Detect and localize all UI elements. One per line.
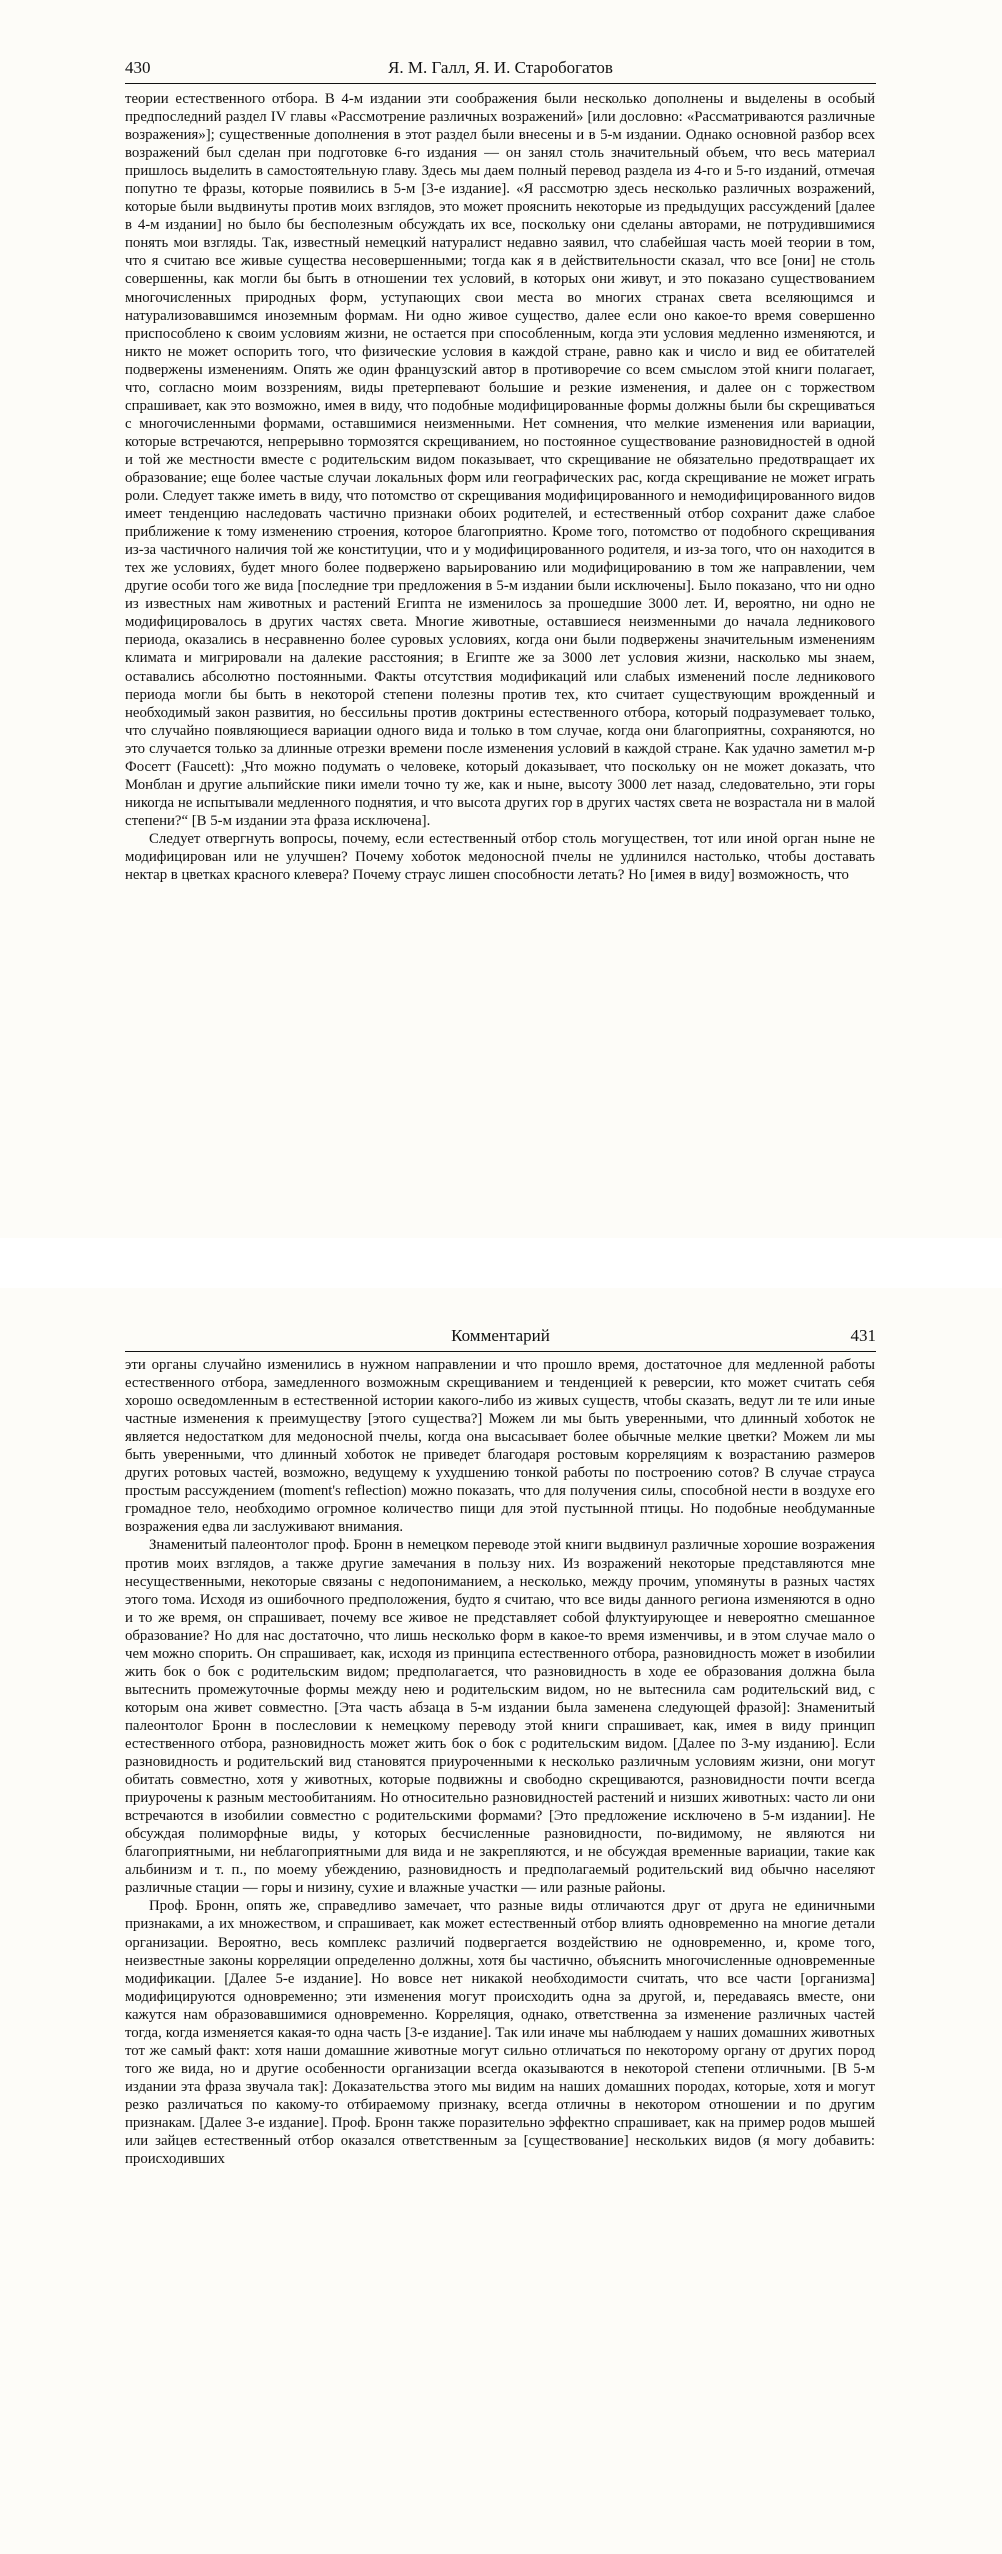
running-head: Я. М. Галл, Я. И. Старобогатов <box>388 58 613 77</box>
paragraph: Знаменитый палеонтолог проф. Бронн в немецком переводе этой книги выдвинул различные хорошие возражения против моих взглядов, а также другие замечания в пользу них. Из возражений некоторые представляются мне несущественными, некоторые связаны с недопониманием, а несколько, между прочим, упомянуты в разных частях этого тома. Исходя из ошибочного предположения, будто я считаю, что все виды данного региона изменяются в одно и то же время, он спрашивает, почему все живое не представляет собой флуктуирующее и невероятно смешанное образование? Но для нас достаточно, что лишь несколько форм в какое-то время изменчивы, и в этом случае мало о чем можно спорить. Он спрашивает, как, исходя из принципа естественного отбора, разновидность может в изобилии жить бок о бок с родительским видом; предполагается, что разновидность в ходе ее образования должна была вытеснить промежуточные формы между нею и родительским видом, но не вытеснила сам родительский вид, с которым она живет совместно. [Эта часть абзаца в 5-м издании была заменена следующей фразой]: Знаменитый палеонтолог Бронн в послесловии к немецкому переводу этой книги спрашивает, как, имея в виду принцип естественного отбора, разновидность может жить бок о бок с родительским видом. [Далее по 3-му изданию]. Если разновидность и родительский вид становятся приуроченными к несколько различным условиям жизни, они могут обитать совместно, хотя у животных, которые подвижны и свободно скрещиваются, разновидности почти всегда приурочены к разным местообитаниям. Но относительно разновидностей растений и низших животных: часто ли они встречаются в изобилии совместно с родительскими формами? [Это предложение исключено в 5-м издании]. Не обсуждая полиморфные виды, у которых бесчисленные разновидности, по-видимому, не являются ни благоприятными, ни неблагоприятными для вида и не закрепляются, и не обсуждая временные вариации, такие как альбинизм и т. п., по моему убеждению, разновидность и предполагаемый родительский вид обычно населяют различные стации — горы и низину, сухие и влажные участки — или разные районы. <box>125 1537 875 1897</box>
paragraph: теории естественного отбора. В 4-м издании эти соображения были несколько дополнены и выделены в особый предпоследний раздел IV главы «Рассмотрение различных возражений» [или дословно: «Рассматриваются различные возражения»]; существенные дополнения в этот раздел были внесены и в 5-м издании. Однако основной разбор всех возражений был сделан при подготовке 6-го издания — он занял столь значительный объем, что весь материал пришлось выделить в самостоятельную главу. Здесь мы даем полный перевод раздела из 4-го и 5-го изданий, отмечая попутно те фразы, которые появились в 5-м [3-е издание]. «Я рассмотрю здесь несколько различных возражений, которые были выдвинуты против моих взглядов, это может прояснить некоторые из предыдущих рассуждений [далее в 4-м издании] но было бы бесполезным обсуждать их все, поскольку они сделаны авторами, не потрудившимися понять мои взгляды. Так, известный немецкий натуралист недавно заявил, что слабейшая часть моей теории в том, что я считаю все живые существа несовершенными; тогда как я в действительности сказал, что все [они] не столь совершенны, как могли бы быть в отношении тех условий, в которых они живут, и это показано существованием многочисленных природных форм, уступающих свои места во многих странах света вселяющимся и натурализовавшимся иноземным формам. Ни одно живое существо, далее если оно какое-то время совершенно приспособлено к своим условиям жизни, не остается при способленным, когда эти условия медленно изменяются, и никто не может оспорить того, что физические условия в каждой стране, равно как и число и вид ее обитателей подвержены изменениям. Опять же один французский автор в противоречие со всем смыслом этой книги полагает, что, согласно моим воззрениям, виды претерпевают большие и резкие изменения, и далее он с торжеством спрашивает, как это возможно, имея в виду, что подобные модифицированные формы должны были бы скрещиваться с многочисленными формами, оставшимися неизменными. Нет сомнения, что мелкие изменения или вариации, которые встречаются, непрерывно тормозятся скрещиванием, но постоянное существование разновидностей в одной и той же местности вместе с родительским видом показывает, что скрещивание не обязательно предотвращает их образование; еще более частые случаи локальных форм или географических рас, когда скрещивание не может играть роли. Следует также иметь в виду, что потомство от скрещивания модифицированного и немодифицированного видов имеет тенденцию наследовать частично признаки обоих родителей, и естественный отбор сохранит даже слабое приближение к тому изменению строения, которое благоприятно. Кроме того, потомство от подобного скрещивания из-за частичного наличия той же конституции, что и у модифицированного родителя, и из-за того, что он находится в тех же условиях, будет много более подвержено варьированию или модифицированию в том же направлении, чем другие особи того же вида [последние три предложения в 5-м издании были исключены]. Было показано, что ни одно из известных нам животных и растений Египта не изменилось за прошедшие 3000 лет. И, вероятно, ни одно не модифицировалось в других частях света. Многие животные, оставшиеся неизменными до начала ледникового периода, оказались в несравненно более суровых условиях, когда они были подвержены значительным изменениям климата и мигрировали на далекие расстояния; в Египте же за 3000 лет условия жизни, насколько мы знаем, оставались абсолютно постоянными. Факты отсутствия модификаций или слабых изменений после ледникового периода могли бы быть в некоторой степени полезны против тех, кто считает существующим врожденный и необходимый закон развития, но бессильны против доктрины естественного отбора, который подразумевает только, что случайно появляющиеся вариации одного вида и только в том случае, когда они благоприятны, сохраняются, но это случается только за длинные отрезки времени после изменения условий в каждой стране. Как удачно заметил м-р Фосетт (Faucett): „Что можно подумать о человеке, который доказывает, что поскольку он не может доказать, что Монблан и другие альпийские пики имели точно ту же, как и ныне, высоту 3000 лет назад, следовательно, эти горы никогда не испытывали медленного поднятия, и что высота других гор в других частях света не возрастала ни в малой степени?“ [В 5-м издании эта фраза исключена]. <box>125 91 875 829</box>
page-number: 430 <box>125 58 151 77</box>
header-rule <box>125 83 876 84</box>
page-number: 431 <box>850 1326 876 1345</box>
header-rule <box>125 1351 876 1352</box>
paragraph: Проф. Бронн, опять же, справедливо замечает, что разные виды отличаются друг от друга не единичными признаками, а их множеством, и спрашивает, как может естественный отбор влиять одновременно на многие детали организации. Вероятно, весь комплекс различий подвергается воздействию не одновременно, и, кроме того, неизвестные законы корреляции определенно должны, хотя бы частично, объяснить многочисленные одновременные модификации. [Далее 5-е издание]. Но вовсе нет никакой необходимости считать, что все части [организма] модифицируются одновременно; эти изменения могут происходить одна за другой, и, передаваясь вместе, они кажутся нам образовавшимися одновременно. Корреляция, однако, ответственна за изменение различных частей тогда, когда изменяется какая-то одна часть [3-е издание]. Так или иначе мы наблюдаем у наших домашних животных тот же самый факт: хотя наши домашние животные могут сильно отличаться по некоторому органу от других пород того же вида, но и другие особенности организации всегда оказываются в некоторой степени отличными. [В 5-м издании эта фраза звучала так]: Доказательства этого мы видим на наших домашних породах, которые, хотя и могут резко различаться по какому-то отбираемому признаку, всегда отличны в некотором отношении и по другим признакам. [Далее 3-е издание]. Проф. Бронн также поразительно эффектно спрашивает, как на пример родов мышей или зайцев естественный отбор оказался ответственным за [существование] нескольких видов (я могу добавить: происходивших <box>125 1898 875 2168</box>
page-gap <box>0 1238 1002 1288</box>
page-header <box>125 1322 876 1352</box>
page-header <box>125 54 876 84</box>
paragraph: Следует отвергнуть вопросы, почему, если естественный отбор столь могуществен, тот или иной орган ныне не модифицирован или не улучшен? Почему хоботок медоносной пчелы не удлинился настолько, чтобы доставать нектар в цветках красного клевера? Почему страус лишен способности летать? Но [имея в виду] возможность, что <box>125 830 875 884</box>
page-body <box>125 90 875 884</box>
page-431 <box>0 1288 1002 2554</box>
page-430 <box>0 0 1002 1238</box>
page-body <box>125 1356 875 2168</box>
paragraph: эти органы случайно изменились в нужном направлении и что прошло время, достаточное для медленной работы естественного отбора, замедленного возможным скрещиванием и тенденцией к реверсии, кто может считать себя хорошо осведомленным в естественной истории какого-либо из живых существ, чтобы сказать, ведут ли те или иные частные изменения к преимуществу [этого существа?] Можем ли мы быть уверенными, что длинный хоботок не является недостатком для медоносной пчелы, когда она высасывает более обычные мелкие цветки? Можем ли мы быть уверенными, что длинный хоботок не приведет благодаря ростовым корреляциям к возрастанию размеров других ротовых частей, возможно, ведущему к ухудшению тонкой работы по построению сотов? В случае страуса простым рассуждением (moment's reflection) можно показать, что для получения силы, способной нести в воздухе его громадное тело, необходимо огромное количество пищи для этой пустынной птицы. Но подобные необдуманные возражения едва ли заслуживают внимания. <box>125 1357 875 1536</box>
running-head: Комментарий <box>451 1326 550 1345</box>
